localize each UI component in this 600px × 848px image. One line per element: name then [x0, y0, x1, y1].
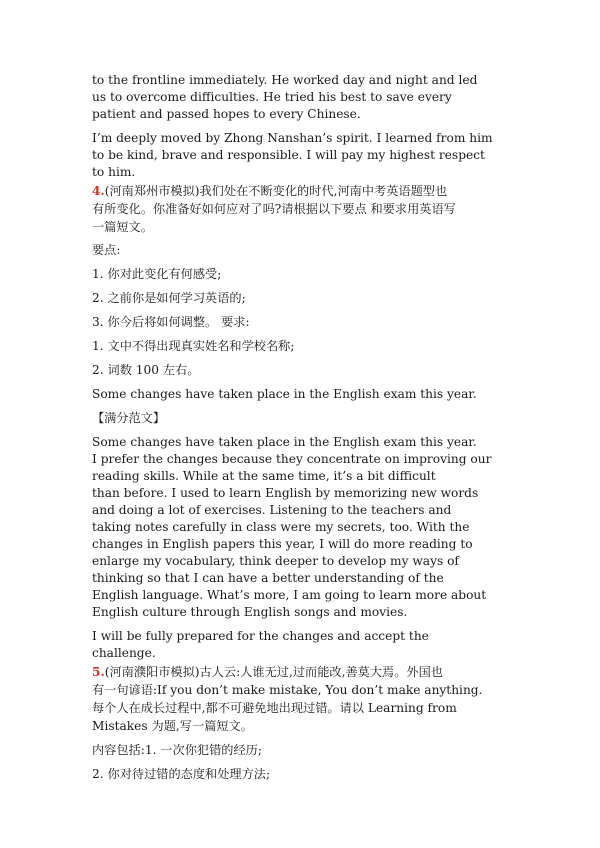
essay-line: patient and passed hopes to every Chinese. [92, 107, 361, 121]
model-essay-line: reading skills. While at the same time, it’s a bit difficult [92, 469, 436, 483]
essay-opening: Some changes have taken place in the English exam this year. [92, 387, 477, 401]
point-item: 1. 文中不得出现真实姓名和学校名称; [92, 339, 295, 353]
essay-line: to be kind, brave and responsible. I will pay my highest respect [92, 148, 485, 162]
point-item: 2. 词数 100 左右。 [92, 363, 200, 377]
model-essay-line: changes in English papers this year, I will do more reading to [92, 537, 473, 551]
essay-line: us to overcome difficulties. He tried his best to save every [92, 90, 452, 104]
prompt-text: (河南郑州市模拟)我们处在不断变化的时代,河南中考英语题型也 [104, 184, 448, 198]
model-essay-line: Some changes have taken place in the English exam this year. [92, 435, 477, 449]
model-essay-line: enlarge my vocabulary, think deeper to develop my ways of [92, 554, 459, 568]
content-requirement: 2. 你对待过错的态度和处理方法; [92, 767, 271, 781]
prompt-line: 有所变化。你准备好如何应对了吗?请根据以下要点 和要求用英语写 [92, 202, 456, 216]
model-essay-line: taking notes carefully in class were my secrets, too. With the [92, 520, 470, 534]
model-essay-title: 【满分范文】 [92, 411, 166, 425]
model-essay-line: I prefer the changes because they concentrate on improving our [92, 452, 492, 466]
question-number: 5. [92, 665, 105, 679]
model-essay-line: and doing a lot of exercises. Listening to the teachers and [92, 503, 452, 517]
model-essay-line: English culture through English songs and movies. [92, 605, 408, 619]
model-essay-closing: I will be fully prepared for the changes and accept the [92, 629, 429, 643]
question-number: 4. [92, 184, 105, 198]
prompt-line: Mistakes 为题,写一篇短文。 [92, 719, 253, 733]
point-item: 2. 之前你是如何学习英语的; [92, 291, 246, 305]
essay-line: to the frontline immediately. He worked day and night and led [92, 73, 478, 87]
points-title: 要点: [92, 243, 121, 257]
model-essay-line: than before. I used to learn English by memorizing new words [92, 486, 479, 500]
essay-line: to him. [92, 165, 136, 179]
model-essay-line: thinking so that I can have a better understanding of the [92, 571, 444, 585]
question-5-prompt [92, 664, 512, 680]
prompt-line: 每个人在成长过程中,都不可避免地出现过错。请以 Learning from [92, 701, 457, 715]
model-essay-closing: challenge. [92, 646, 156, 660]
point-item: 3. 你今后将如何调整。 要求: [92, 315, 250, 329]
model-essay-line: English language. What’s more, I am going to learn more about [92, 588, 487, 602]
prompt-text: (河南濮阳市模拟)古人云:人谁无过,过而能改,善莫大焉。外国也 [104, 665, 443, 679]
prompt-line: 一篇短文。 [92, 220, 153, 234]
essay-line: I’m deeply moved by Zhong Nanshan’s spirit. I learned from him [92, 131, 493, 145]
point-item: 1. 你对此变化有何感受; [92, 267, 222, 281]
question-4-prompt [92, 183, 512, 199]
prompt-line: 有一句谚语:If you don’t make mistake, You don’t make anything. [92, 683, 483, 697]
content-requirement: 内容包括:1. 一次你犯错的经历; [92, 743, 262, 757]
